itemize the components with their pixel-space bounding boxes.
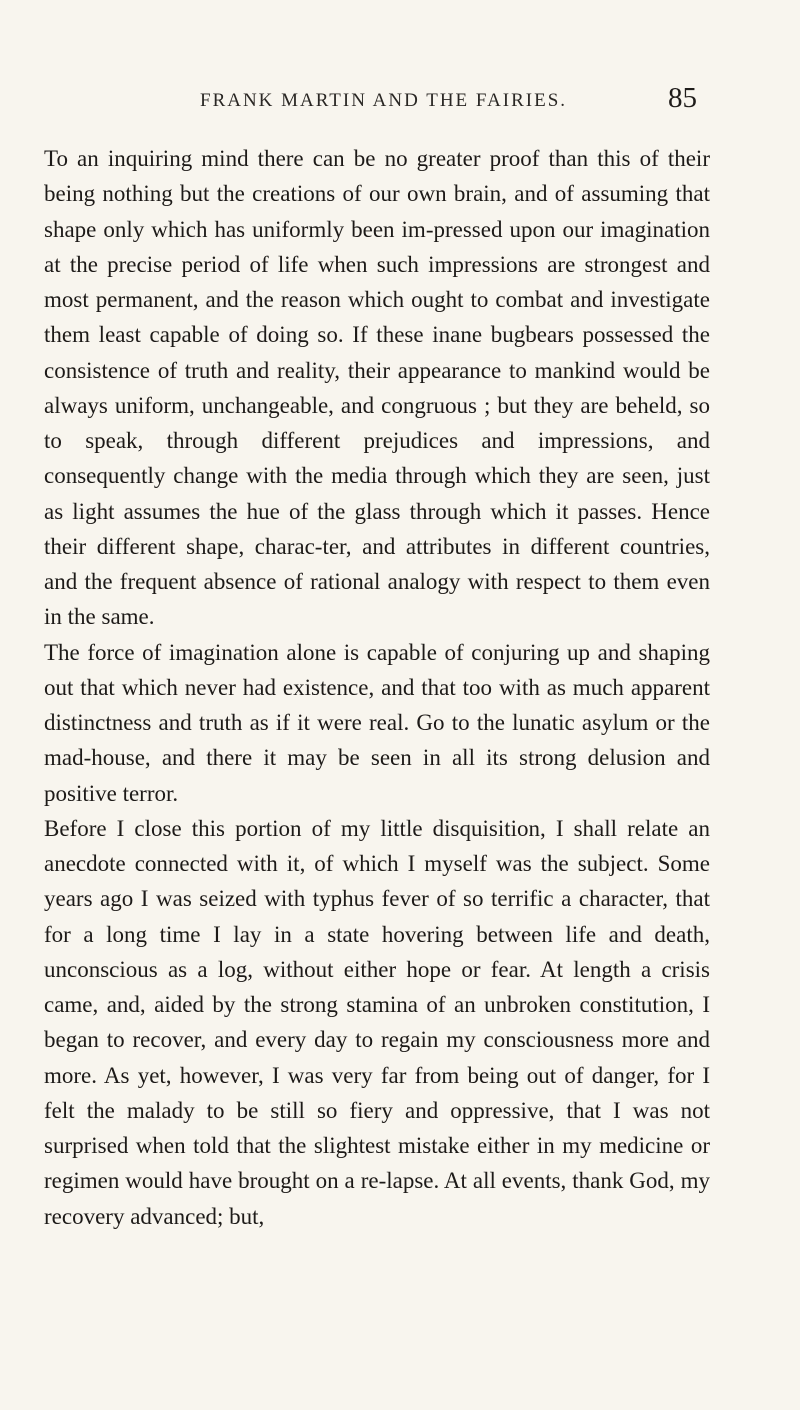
paragraph-3: Before I close this portion of my little disquisition, I shall relate an anecdote connected with it, of which I myself was the subject. Some years ago I was seized with typhus fever of so terrific a character, that for a long time I lay in a state hovering between life and death, unconscious as a log, without either hope or fear. At length a crisis came, and, aided by the strong stamina of an unbroken constitution, I began to recover, and every day to regain my consciousness more and more. As yet, however, I was very far from being out of danger, for I felt the malady to be still so fiery and oppressive, that I was not surprised when told that the slightest mistake either in my medicine or regimen would have brought on a re-lapse. At all events, thank God, my recovery advanced; but, <box>44 815 710 1229</box>
page-number: 85 <box>668 82 697 114</box>
running-head <box>0 82 800 122</box>
paragraph-2: The force of imagination alone is capable of conjuring up and shaping out that which never had existence, and that too with as much apparent distinctness and truth as if it were real. Go to the lunatic asylum or the mad-house, and there it may be seen in all its strong delusion and positive terror. <box>44 639 710 806</box>
body-text <box>44 141 710 1234</box>
running-title: FRANK MARTIN AND THE FAIRIES. <box>200 90 568 111</box>
paragraph-1: To an inquiring mind there can be no greater proof than this of their being nothing but the creations of our own brain, and of assuming that shape only which has uniformly been im-pressed upon our imagination at the precise period of life when such impressions are strongest and most permanent, and the reason which ought to combat and investigate them least capable of doing so. If these inane bugbears possessed the consistence of truth and reality, their appearance to mankind would be always uniform, unchangeable, and congruous ; but they are beheld, so to speak, through different prejudices and impressions, and consequently change with the media through which they are seen, just as light assumes the hue of the glass through which it passes. Hence their different shape, charac-ter, and attributes in different countries, and the frequent absence of rational analogy with respect to them even in the same. <box>44 146 710 630</box>
